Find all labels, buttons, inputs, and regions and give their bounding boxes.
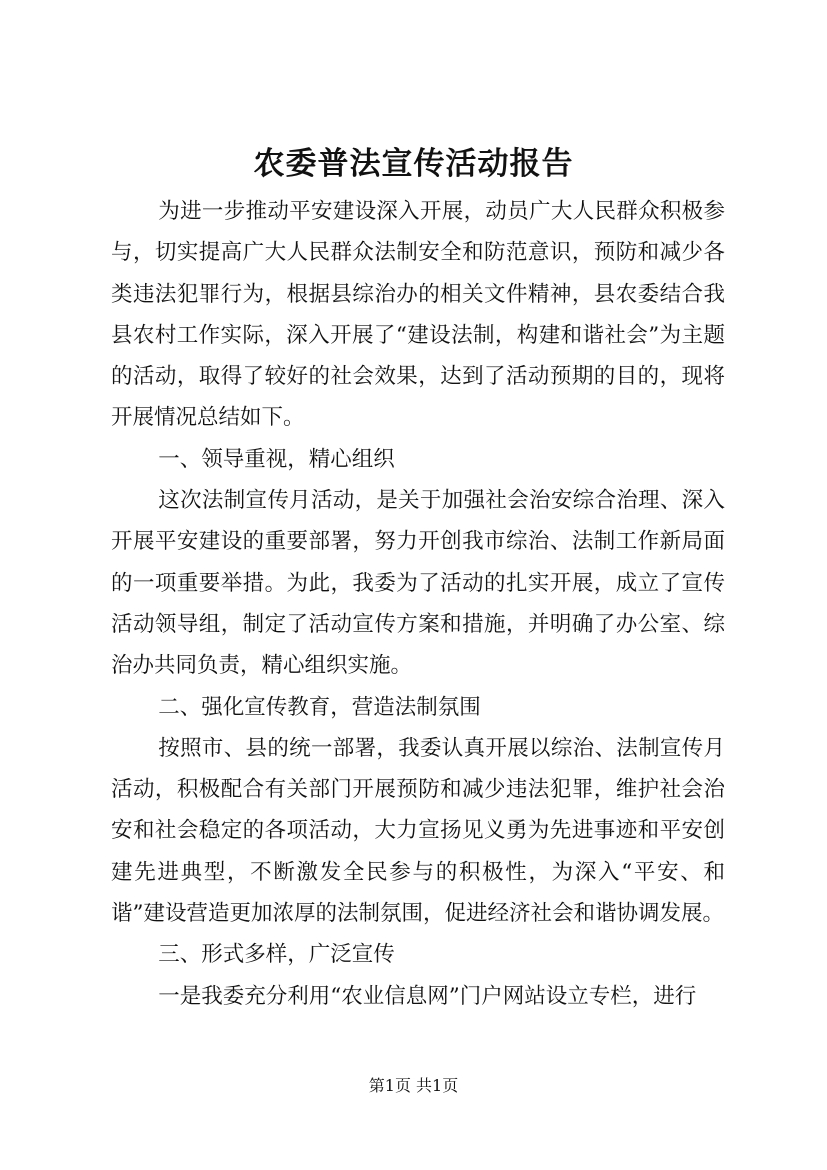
- section-heading-3: 三、形式多样，广泛宣传: [158, 942, 395, 968]
- paragraph-section-1: 这次法制宣传月活动，是关于加强社会治安综合治理、深入开展平安建设的重要部署，努力开创我市综治、法制工作新局面的一项重要举措。为此，我委为了活动的扎实开展，成立了宣传活动领导组，制定了活动宣传方案和措施，并明确了办公室、综治办共同负责，精心组织实施。: [111, 488, 725, 679]
- paragraph-section-3: 一是我委充分利用“农业信息网”门户网站设立专栏，进行: [158, 983, 697, 1009]
- paragraph-section-2: 按照市、县的统一部署，我委认真开展以综治、法制宣传月活动，积极配合有关部门开展预防和减少违法犯罪，维护社会治安和社会稳定的各项活动，大力宣扬见义勇为先进事迹和平安创建先进典型，不断激发全民参与的积极性，为深入“平安、和谐”建设营造更加浓厚的法制氛围，促进经济社会和谐协调发展。: [111, 735, 725, 927]
- page-footer: 第1页 共1页: [368, 1076, 459, 1095]
- section-heading-1: 一、领导重视，精心组织: [158, 446, 395, 472]
- document-title: 农委普法宣传活动报告: [253, 146, 574, 182]
- paragraph-intro: 为进一步推动平安建设深入开展，动员广大人民群众积极参与，切实提高广大人民群众法制安全和防范意识，预防和减少各类违法犯罪行为，根据县综治办的相关文件精神，县农委结合我县农村工作实际，深入开展了“建设法制，构建和谐社会”为主题的活动，取得了较好的社会效果，达到了活动预期的目的，现将开展情况总结如下。: [111, 199, 725, 431]
- section-heading-2: 二、强化宣传教育，营造法制氛围: [158, 694, 481, 720]
- document-body: [111, 191, 725, 1017]
